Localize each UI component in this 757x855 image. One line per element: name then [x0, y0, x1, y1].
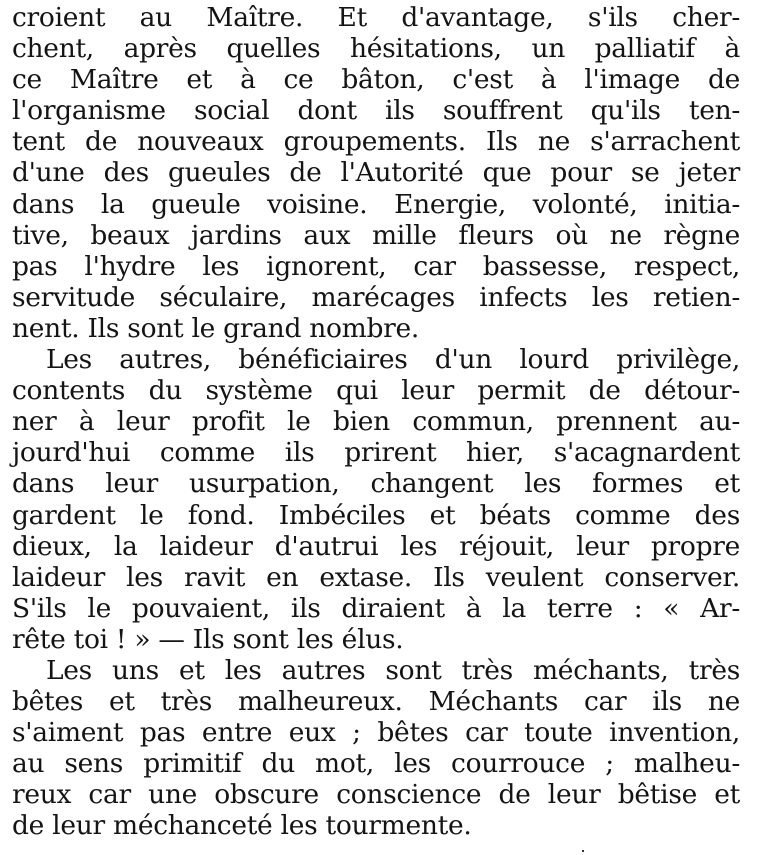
text-line: gardent le fond. Imbéciles et béats comme des — [12, 499, 740, 531]
text-line: reux car une obscure conscience de leur bêtise et — [12, 779, 740, 811]
text-line: d'une des gueules de l'Autorité que pour se jeter — [12, 157, 740, 189]
text-line: Les autres, bénéficiaires d'un lourd privilège, — [46, 344, 740, 376]
text-line: servitude séculaire, marécages infects les retien- — [12, 281, 740, 313]
text-line: dieux, la laideur d'autrui les réjouit, leur propre — [12, 530, 740, 562]
text-line: de leur méchanceté les tourmente. — [12, 810, 472, 842]
text-line: bêtes et très malheureux. Méchants car ils ne — [12, 686, 740, 718]
text-line: l'organisme social dont ils souffrent qu'ils ten- — [12, 95, 740, 127]
text-line: contents du système qui leur permit de détour- — [12, 375, 740, 407]
text-line: nent. Ils sont le grand nombre. — [12, 312, 420, 344]
text-line: tive, beaux jardins aux mille fleurs où ne règne — [12, 219, 740, 251]
text-line: chent, après quelles hésitations, un palliatif à — [12, 33, 740, 65]
text-line: dans leur usurpation, changent les formes et — [12, 468, 740, 500]
text-line: rête toi ! » — Ils sont les élus. — [12, 623, 404, 655]
text-line: laideur les ravit en extase. Ils veulent conserver. — [12, 561, 740, 593]
document-page — [12, 2, 740, 842]
text-line: dans la gueule voisine. Energie, volonté, initia- — [12, 188, 740, 220]
paragraph-1 — [12, 2, 740, 344]
text-line: au sens primitif du mot, les courrouce ; malheu- — [12, 748, 740, 780]
text-line: jourd'hui comme ils prirent hier, s'acagnardent — [12, 437, 740, 469]
text-line: pas l'hydre les ignorent, car bassesse, respect, — [12, 250, 740, 282]
text-line: Les uns et les autres sont très méchants, très — [46, 654, 740, 686]
paragraph-2 — [12, 344, 740, 655]
text-line: ner à leur profit le bien commun, prennent au- — [12, 406, 740, 438]
text-line: croient au Maître. Et d'avantage, s'ils cher- — [12, 2, 740, 33]
text-line: S'ils le pouvaient, ils diraient à la terre : « Ar- — [12, 592, 740, 624]
text-line: tent de nouveaux groupements. Ils ne s'arrachent — [12, 126, 740, 158]
print-speck — [582, 850, 584, 852]
paragraph-3 — [12, 655, 740, 842]
text-line: s'aiment pas entre eux ; bêtes car toute invention, — [12, 717, 740, 749]
text-line: ce Maître et à ce bâton, c'est à l'image de — [12, 64, 740, 96]
